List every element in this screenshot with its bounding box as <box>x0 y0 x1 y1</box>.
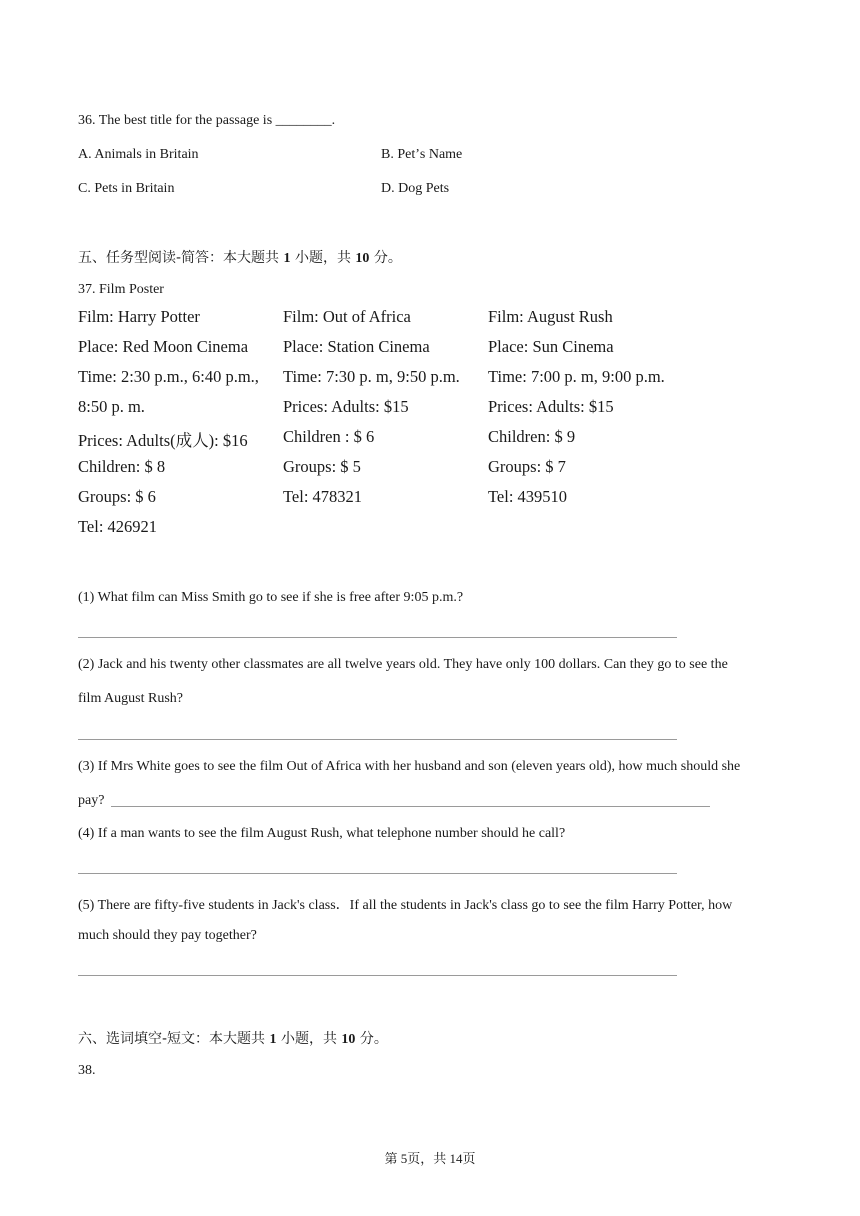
q36-option-b: B. Petʼs Name <box>381 147 463 162</box>
section-5-points: 10 <box>355 251 370 266</box>
film-3-line-7: Tel: 439510 <box>488 487 568 506</box>
film-1-line-2: Place: Red Moon Cinema <box>78 337 249 356</box>
film-1-line-7: Groups: $ 6 <box>78 487 156 506</box>
film-1-line-1: Film: Harry Potter <box>78 307 200 326</box>
q36-option-a: A. Animals in Britain <box>78 147 199 162</box>
answer-line-3[interactable] <box>111 806 710 807</box>
section-5-prefix: 五、任务型阅读-简答：本大题共 <box>78 250 284 266</box>
answer-line-1[interactable] <box>78 637 677 638</box>
footer-post: 页 <box>462 1151 476 1166</box>
q38-number: 38. <box>78 1063 96 1078</box>
q37-sub-2-line-1: (2) Jack and his twenty other classmates are all twelve years old. They have only 100 dollars. Can they go to see the <box>78 657 728 672</box>
footer-page-number: 5 <box>400 1151 408 1166</box>
film-1-line-4: 8:50 p. m. <box>78 397 145 416</box>
q36-option-d: D. Dog Pets <box>381 181 450 196</box>
film-1-line-3: Time: 2:30 p.m., 6:40 p.m., <box>78 367 259 386</box>
film-3-line-1: Film: August Rush <box>488 307 613 326</box>
footer-mid: 页，共 <box>407 1151 450 1166</box>
q37-sub-4: (4) If a man wants to see the film August Rush, what telephone number should he call? <box>78 826 566 841</box>
section-5-suffix: 分。 <box>369 250 402 266</box>
film-2-line-2: Place: Station Cinema <box>283 337 430 356</box>
section-6-prefix: 六、选词填空-短文：本大题共 <box>78 1031 270 1047</box>
q36-option-c: C. Pets in Britain <box>78 181 175 196</box>
footer-pre: 第 <box>384 1151 401 1166</box>
q37-sub-5-line-1: (5) There are fifty-five students in Jack's class．If all the students in Jack's class go to see the film Harry Potter, how <box>78 898 733 913</box>
q36-question: 36. The best title for the passage is ________. <box>78 113 336 128</box>
q37-sub-2-line-2: film August Rush? <box>78 691 184 706</box>
film-1-line-5: Prices: Adults(成人): $16 <box>78 431 248 450</box>
answer-line-2[interactable] <box>78 739 677 740</box>
q37-sub-5-line-2: much should they pay together? <box>78 928 257 943</box>
film-3-line-3: Time: 7:00 p. m, 9:00 p.m. <box>488 367 665 386</box>
section-6-suffix: 分。 <box>355 1031 388 1047</box>
section-5-mid: 小题，共 <box>290 250 356 266</box>
q37-title: 37. Film Poster <box>78 282 164 297</box>
film-2-line-3: Time: 7:30 p. m, 9:50 p.m. <box>283 367 460 386</box>
q37-sub-1: (1) What film can Miss Smith go to see if she is free after 9:05 p.m.? <box>78 590 464 605</box>
section-6-count: 1 <box>269 1032 277 1047</box>
film-3-line-2: Place: Sun Cinema <box>488 337 614 356</box>
film-2-line-1: Film: Out of Africa <box>283 307 411 326</box>
section-6-points: 10 <box>341 1032 356 1047</box>
q37-sub-3-line-2: pay? <box>78 793 105 808</box>
answer-line-4[interactable] <box>78 873 677 874</box>
film-1-line-6: Children: $ 8 <box>78 457 166 476</box>
film-2-line-4: Prices: Adults: $15 <box>283 397 409 416</box>
answer-line-5[interactable] <box>78 975 677 976</box>
film-2-line-5: Children : $ 6 <box>283 427 375 446</box>
film-2-line-7: Tel: 478321 <box>283 487 363 506</box>
film-1-line-8: Tel: 426921 <box>78 517 158 536</box>
section-5-count: 1 <box>283 251 291 266</box>
film-3-line-6: Groups: $ 7 <box>488 457 566 476</box>
film-2-line-6: Groups: $ 5 <box>283 457 361 476</box>
film-3-line-4: Prices: Adults: $15 <box>488 397 614 416</box>
film-3-line-5: Children: $ 9 <box>488 427 576 446</box>
section-5-heading <box>78 247 402 267</box>
q37-sub-3-line-1: (3) If Mrs White goes to see the film Out of Africa with her husband and son (eleven years old), how much should she <box>78 759 741 774</box>
section-6-heading <box>78 1028 388 1048</box>
footer-total-pages: 14 <box>449 1151 463 1166</box>
section-6-mid: 小题，共 <box>276 1031 342 1047</box>
page-footer <box>0 1148 860 1167</box>
